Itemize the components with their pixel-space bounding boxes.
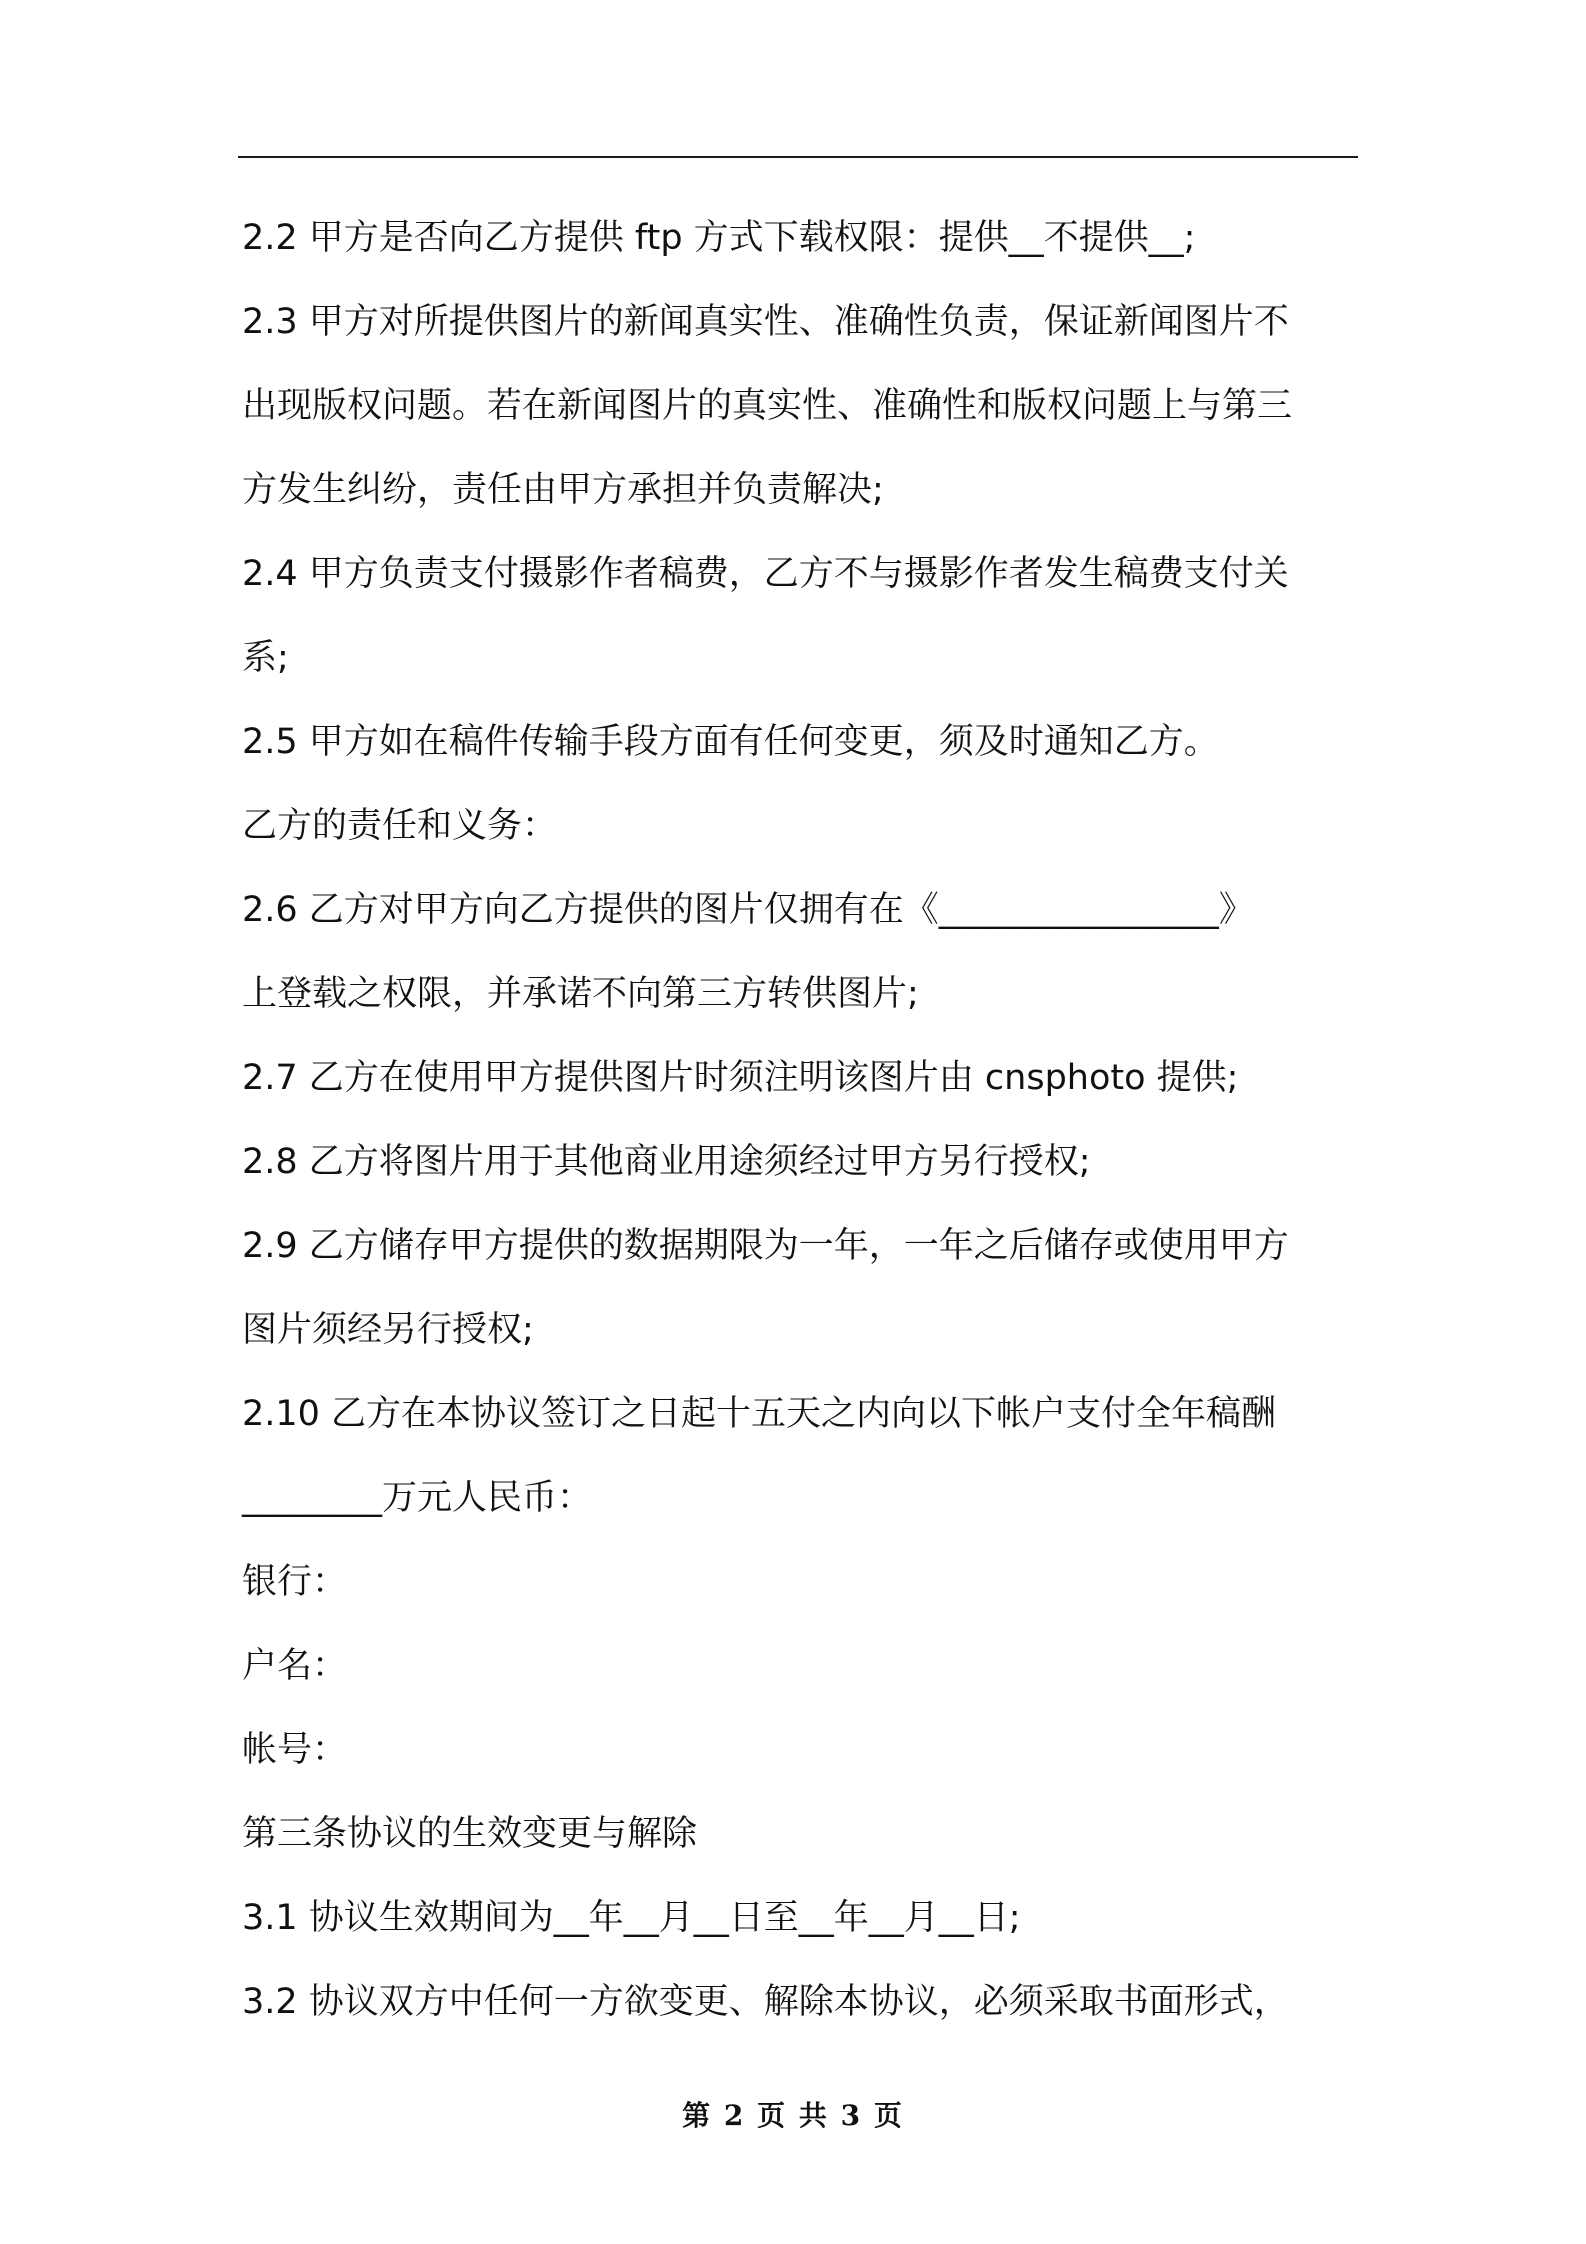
text-line: ________万元人民币： bbox=[242, 1478, 593, 1518]
section-heading: 第三条协议的生效变更与解除 bbox=[242, 1814, 698, 1854]
text-line: 出现版权问题。若在新闻图片的真实性、准确性和版权问题上与第三 bbox=[242, 386, 1293, 426]
header-rule bbox=[238, 156, 1358, 158]
text-line: 方发生纠纷，责任由甲方承担并负责解决; bbox=[242, 470, 884, 510]
text-line: 2.3 甲方对所提供图片的新闻真实性、准确性负责，保证新闻图片不 bbox=[242, 302, 1289, 342]
text-line: 3.2 协议双方中任何一方欲变更、解除本协议，必须采取书面形式， bbox=[242, 1982, 1289, 2022]
section-heading: 乙方的责任和义务： bbox=[242, 806, 558, 846]
text-line: 2.9 乙方储存甲方提供的数据期限为一年，一年之后储存或使用甲方 bbox=[242, 1226, 1289, 1266]
text-line: 上登载之权限，并承诺不向第三方转供图片; bbox=[242, 974, 919, 1014]
bank-field-label: 银行： bbox=[242, 1562, 348, 1602]
page-number-footer: 第 2 页 共 3 页 bbox=[682, 2099, 904, 2132]
text-line: 2.6 乙方对甲方向乙方提供的图片仅拥有在《________________》 bbox=[242, 890, 1254, 930]
text-line: 图片须经另行授权; bbox=[242, 1310, 534, 1350]
text-line: 系; bbox=[242, 638, 289, 678]
text-line: 2.4 甲方负责支付摄影作者稿费，乙方不与摄影作者发生稿费支付关 bbox=[242, 554, 1289, 594]
text-line: 2.5 甲方如在稿件传输手段方面有任何变更，须及时通知乙方。 bbox=[242, 722, 1219, 762]
text-line: 2.7 乙方在使用甲方提供图片时须注明该图片由 cnsphoto 提供; bbox=[242, 1058, 1239, 1098]
text-line: 2.10 乙方在本协议签订之日起十五天之内向以下帐户支付全年稿酬 bbox=[242, 1394, 1277, 1434]
text-line: 3.1 协议生效期间为__年__月__日至__年__月__日; bbox=[242, 1898, 1021, 1938]
document-body bbox=[242, 196, 1360, 2044]
account-number-field-label: 帐号： bbox=[242, 1730, 348, 1770]
text-line: 2.8 乙方将图片用于其他商业用途须经过甲方另行授权; bbox=[242, 1142, 1091, 1182]
account-name-field-label: 户名： bbox=[242, 1646, 348, 1686]
text-line: 2.2 甲方是否向乙方提供 ftp 方式下载权限：提供__不提供__; bbox=[242, 218, 1196, 258]
